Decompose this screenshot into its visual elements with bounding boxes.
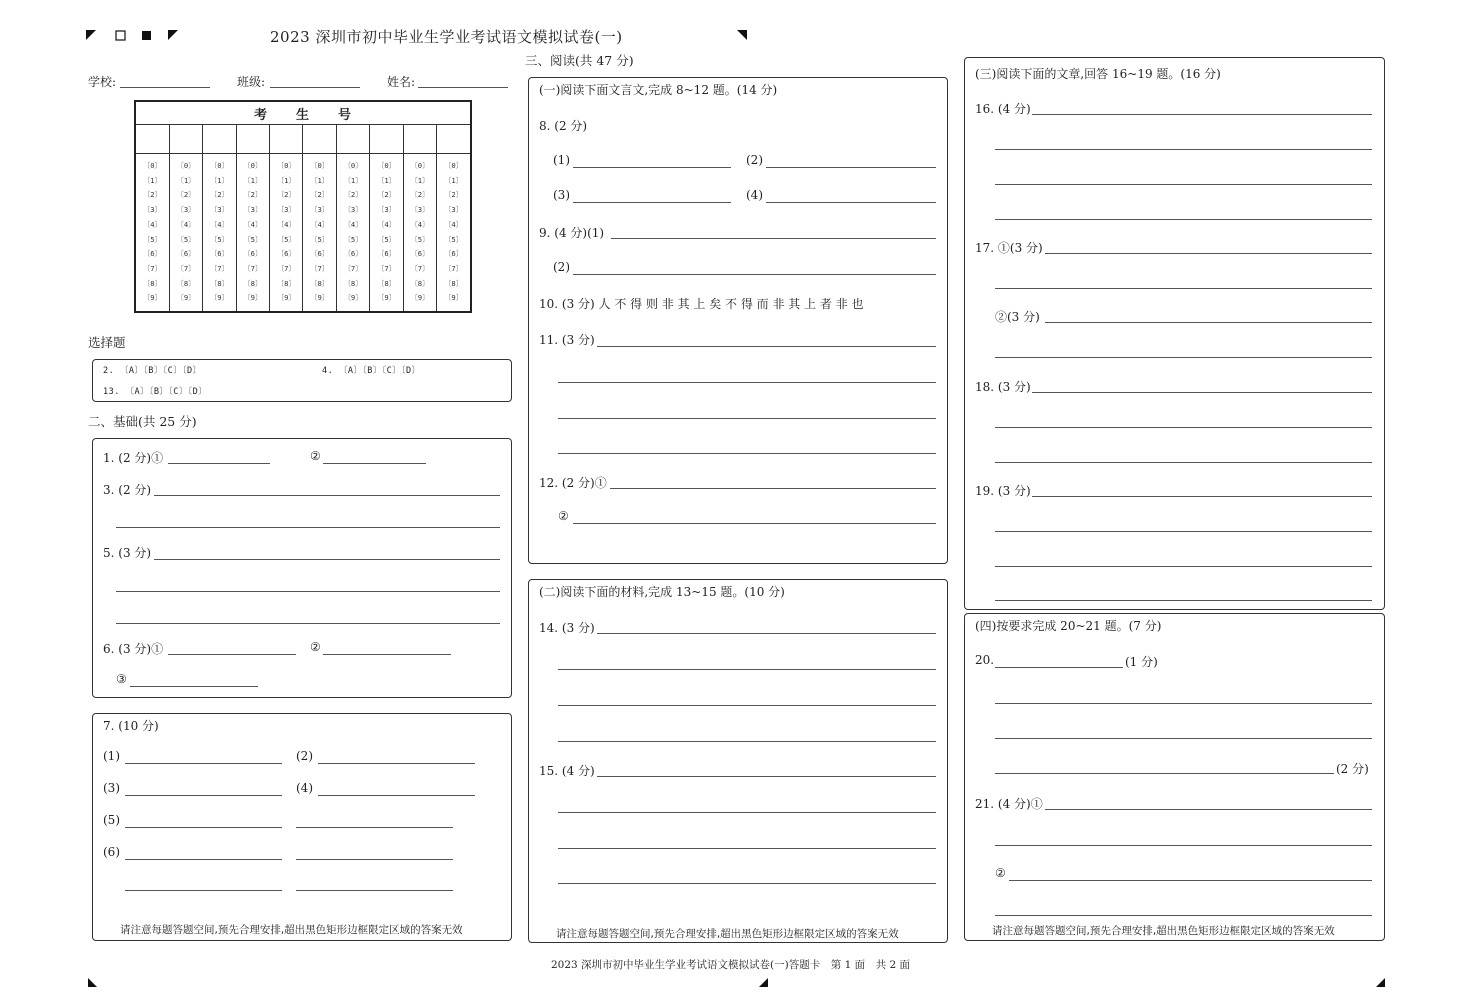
q1-answer-1[interactable] (168, 463, 270, 464)
school-field[interactable] (120, 87, 210, 88)
digit-bubble[interactable]: 〔0〕 (276, 161, 296, 170)
digit-bubble[interactable]: 〔3〕 (243, 205, 263, 215)
q18-label: 18. (3 分) (975, 380, 1031, 394)
digit-bubble[interactable]: 〔9〕 (377, 293, 396, 303)
q12-label: 12. (2 分)① (539, 476, 607, 490)
digit-bubble[interactable]: 〔3〕 (377, 205, 396, 215)
q17-answer-line[interactable] (995, 288, 1372, 289)
notice-col3: 请注意每题答题空间,预先合理安排,超出黑色矩形边框限定区域的答案无效 (992, 925, 1335, 937)
q9-answer-2[interactable] (573, 274, 936, 275)
digit-bubble[interactable]: 〔2〕 (310, 190, 330, 200)
digit-bubble[interactable]: 〔0〕 (343, 161, 363, 170)
student-number-grid (134, 100, 472, 313)
q3-label: 3. (2 分) (103, 483, 152, 497)
digit-bubble[interactable]: 〔0〕 (243, 161, 263, 170)
digit-bubble[interactable]: 〔1〕 (143, 175, 162, 185)
q7-part-1: (1) (103, 749, 120, 763)
reading-part4-box (964, 613, 1385, 941)
digit-bubble[interactable]: 〔0〕 (210, 161, 229, 170)
student-number-bubble-column (336, 154, 369, 313)
q15-answer-line[interactable] (558, 812, 936, 813)
q15-label: 15. (4 分) (539, 764, 595, 778)
student-number-bubble-column (303, 154, 336, 313)
digit-bubble[interactable]: 〔3〕 (444, 205, 463, 215)
student-number-write-cell[interactable] (303, 125, 336, 154)
q8-part-4: (4) (746, 188, 763, 202)
digit-bubble[interactable]: 〔4〕 (310, 219, 330, 229)
digit-bubble[interactable]: 〔1〕 (210, 175, 229, 185)
digit-bubble[interactable]: 〔5〕 (143, 234, 162, 244)
digit-bubble[interactable]: 〔7〕 (176, 263, 196, 273)
digit-bubble[interactable]: 〔8〕 (176, 278, 196, 288)
digit-bubble[interactable]: 〔1〕 (243, 175, 263, 185)
digit-bubble[interactable]: 〔1〕 (377, 175, 396, 185)
q7-part-4: (4) (296, 781, 313, 795)
digit-bubble[interactable]: 〔2〕 (243, 190, 263, 200)
student-number-bubble-column (403, 154, 436, 313)
q18-answer-line[interactable] (995, 462, 1372, 463)
q1-answer-2[interactable] (323, 463, 426, 464)
student-number-write-cell[interactable] (135, 125, 169, 154)
q14-label: 14. (3 分) (539, 621, 595, 635)
q21-answer-2[interactable] (1009, 880, 1372, 881)
digit-bubble[interactable]: 〔2〕 (377, 190, 396, 200)
digit-bubble[interactable]: 〔7〕 (410, 263, 430, 273)
alignment-mark-bottom-center (759, 978, 771, 990)
q9-label: 9. (4 分)(1) (539, 226, 605, 240)
q20-label: 20. (975, 653, 995, 667)
digit-bubble[interactable]: 〔7〕 (343, 263, 363, 273)
q21-answer-line[interactable] (995, 915, 1372, 916)
q7-answer-6c[interactable] (125, 890, 282, 891)
digit-bubble[interactable]: 〔9〕 (176, 293, 196, 303)
q8-label: 8. (2 分) (539, 119, 588, 133)
student-number-bubble-column (437, 154, 471, 313)
choice-q13[interactable]: 13. 〔A〕〔B〕〔C〕〔D〕 (103, 387, 208, 397)
digit-bubble[interactable]: 〔7〕 (143, 263, 162, 273)
digit-bubble[interactable]: 〔4〕 (377, 219, 396, 229)
q20-answer-line[interactable] (995, 738, 1372, 739)
q19-answer-line[interactable] (1032, 496, 1372, 497)
class-field[interactable] (270, 87, 360, 88)
digit-bubble[interactable]: 〔7〕 (310, 263, 330, 273)
digit-bubble[interactable]: 〔2〕 (343, 190, 363, 200)
q12-answer-2[interactable] (573, 523, 936, 524)
digit-bubble[interactable]: 〔5〕 (243, 234, 263, 244)
q14-answer-line[interactable] (558, 705, 936, 706)
q7-answer-1[interactable] (125, 763, 282, 764)
q5-answer-line[interactable] (116, 591, 500, 592)
digit-bubble[interactable]: 〔6〕 (176, 249, 196, 259)
digit-bubble[interactable]: 〔9〕 (243, 293, 263, 303)
student-number-bubble-column (236, 154, 269, 313)
digit-bubble[interactable]: 〔4〕 (276, 219, 296, 229)
digit-bubble[interactable]: 〔0〕 (410, 161, 430, 170)
q6-answer-3[interactable] (130, 686, 258, 687)
q8-answer-1[interactable] (573, 167, 731, 168)
digit-bubble[interactable]: 〔5〕 (444, 234, 463, 244)
digit-bubble[interactable]: 〔1〕 (176, 175, 196, 185)
digit-bubble[interactable]: 〔4〕 (343, 219, 363, 229)
q20-answer-line[interactable] (995, 773, 1334, 774)
alignment-marks-top-left (86, 30, 186, 44)
digit-bubble[interactable]: 〔0〕 (310, 161, 330, 170)
q11-answer-line[interactable] (558, 453, 936, 454)
q16-answer-line[interactable] (995, 184, 1372, 185)
digit-bubble[interactable]: 〔3〕 (210, 205, 229, 215)
choice-q2[interactable]: 2. 〔A〕〔B〕〔C〕〔D〕 (103, 366, 202, 376)
alignment-mark-bottom-left (88, 978, 100, 990)
q17-answer-2[interactable] (1045, 322, 1372, 323)
q16-answer-line[interactable] (1032, 114, 1372, 115)
student-number-bubble-column (370, 154, 403, 313)
school-label: 学校: (88, 75, 117, 89)
digit-bubble[interactable]: 〔4〕 (410, 219, 430, 229)
q6-answer-1[interactable] (168, 654, 296, 655)
digit-bubble[interactable]: 〔3〕 (410, 205, 430, 215)
digit-bubble[interactable]: 〔9〕 (210, 293, 229, 303)
digit-bubble[interactable]: 〔6〕 (310, 249, 330, 259)
q8-part-3: (3) (553, 188, 570, 202)
digit-bubble[interactable]: 〔5〕 (276, 234, 296, 244)
digit-bubble[interactable]: 〔6〕 (377, 249, 396, 259)
digit-bubble[interactable]: 〔8〕 (143, 278, 162, 288)
digit-bubble[interactable]: 〔1〕 (276, 175, 296, 185)
q21-answer-1[interactable] (1045, 809, 1372, 810)
digit-bubble[interactable]: 〔2〕 (276, 190, 296, 200)
q19-answer-line[interactable] (995, 531, 1372, 532)
q8-answer-4[interactable] (766, 202, 936, 203)
digit-bubble[interactable]: 〔8〕 (210, 278, 229, 288)
q8-part-1: (1) (553, 153, 570, 167)
name-label: 姓名: (387, 75, 416, 89)
choice-heading: 选择题 (88, 335, 126, 350)
q8-answer-3[interactable] (573, 202, 731, 203)
choice-q4[interactable]: 4. 〔A〕〔B〕〔C〕〔D〕 (322, 366, 421, 376)
q11-label: 11. (3 分) (539, 333, 595, 347)
digit-bubble[interactable]: 〔0〕 (377, 161, 396, 170)
q20-answer-line[interactable] (995, 703, 1372, 704)
q11-answer-line[interactable] (558, 382, 936, 383)
q15-answer-line[interactable] (558, 883, 936, 884)
digit-bubble[interactable]: 〔1〕 (343, 175, 363, 185)
q6b-label: ② (310, 640, 321, 654)
q7-answer-6[interactable] (125, 859, 282, 860)
notice-col1: 请注意每题答题空间,预先合理安排,超出黑色矩形边框限定区域的答案无效 (120, 924, 463, 936)
digit-bubble[interactable]: 〔6〕 (143, 249, 162, 259)
alignment-mark-top-right (737, 30, 749, 42)
digit-bubble[interactable]: 〔2〕 (210, 190, 229, 200)
q16-answer-line[interactable] (995, 219, 1372, 220)
student-number-write-cell[interactable] (437, 125, 471, 154)
q14-answer-line[interactable] (558, 741, 936, 742)
digit-bubble[interactable]: 〔5〕 (343, 234, 363, 244)
q17b-label: ②(3 分) (995, 310, 1040, 324)
q8-answer-2[interactable] (766, 167, 936, 168)
q17-answer-1[interactable] (1045, 253, 1372, 254)
q12b-label: ② (558, 509, 569, 523)
student-number-write-cell[interactable] (236, 125, 269, 154)
q7-answer-2[interactable] (318, 763, 475, 764)
q7-part-3: (3) (103, 781, 120, 795)
digit-bubble[interactable]: 〔0〕 (444, 161, 463, 170)
digit-bubble[interactable]: 〔6〕 (343, 249, 363, 259)
digit-bubble[interactable]: 〔5〕 (410, 234, 430, 244)
q15-answer-line[interactable] (597, 776, 936, 777)
digit-bubble[interactable]: 〔3〕 (176, 205, 196, 215)
q16-label: 16. (4 分) (975, 102, 1031, 116)
digit-bubble[interactable]: 〔8〕 (410, 278, 430, 288)
digit-bubble[interactable]: 〔7〕 (276, 263, 296, 273)
alignment-mark-bottom-right (1376, 978, 1388, 990)
student-number-write-cell[interactable] (203, 125, 236, 154)
q7-answer-3[interactable] (125, 795, 282, 796)
q7-answer-6b[interactable] (296, 859, 453, 860)
digit-bubble[interactable]: 〔9〕 (410, 293, 430, 303)
digit-bubble[interactable]: 〔5〕 (176, 234, 196, 244)
q9-answer-1[interactable] (611, 238, 936, 239)
reading-part3-box (964, 57, 1385, 610)
digit-bubble[interactable]: 〔2〕 (143, 190, 162, 200)
digit-bubble[interactable]: 〔0〕 (143, 161, 162, 170)
reading-part1-heading: (一)阅读下面文言文,完成 8~12 题。(14 分) (539, 83, 778, 97)
digit-bubble[interactable]: 〔3〕 (276, 205, 296, 215)
q19-answer-line[interactable] (995, 600, 1372, 601)
digit-bubble[interactable]: 〔8〕 (343, 278, 363, 288)
notice-col2: 请注意每题答题空间,预先合理安排,超出黑色矩形边框限定区域的答案无效 (556, 928, 899, 940)
digit-bubble[interactable]: 〔9〕 (310, 293, 330, 303)
q5-label: 5. (3 分) (103, 546, 152, 560)
digit-bubble[interactable]: 〔6〕 (410, 249, 430, 259)
digit-bubble[interactable]: 〔2〕 (444, 190, 463, 200)
digit-bubble[interactable]: 〔8〕 (377, 278, 396, 288)
q20-points-2: (2 分) (1336, 762, 1369, 776)
digit-bubble[interactable]: 〔8〕 (310, 278, 330, 288)
digit-bubble[interactable]: 〔4〕 (210, 219, 229, 229)
q6c-label: ③ (116, 672, 127, 686)
class-label: 班级: (237, 75, 266, 89)
q16-answer-line[interactable] (995, 149, 1372, 150)
digit-bubble[interactable]: 〔3〕 (143, 205, 162, 215)
q18-answer-line[interactable] (995, 427, 1372, 428)
student-number-bubble-column (270, 154, 303, 313)
digit-bubble[interactable]: 〔9〕 (143, 293, 162, 303)
student-number-write-cell[interactable] (403, 125, 436, 154)
q19-answer-line[interactable] (995, 566, 1372, 567)
q19-label: 19. (3 分) (975, 484, 1031, 498)
q11-answer-line[interactable] (597, 346, 936, 347)
digit-bubble[interactable]: 〔3〕 (310, 205, 330, 215)
student-number-write-cell[interactable] (169, 125, 202, 154)
digit-bubble[interactable]: 〔8〕 (243, 278, 263, 288)
digit-bubble[interactable]: 〔6〕 (243, 249, 263, 259)
q6-answer-2[interactable] (323, 654, 451, 655)
q20-points: (1 分) (1125, 655, 1158, 669)
q20-answer-1[interactable] (995, 667, 1123, 668)
student-number-write-cell[interactable] (270, 125, 303, 154)
student-number-bubble-column (203, 154, 236, 313)
digit-bubble[interactable]: 〔6〕 (276, 249, 296, 259)
digit-bubble[interactable]: 〔9〕 (444, 293, 463, 303)
student-number-title: 考 生 号 (135, 101, 471, 125)
basics-heading: 二、基础(共 25 分) (88, 414, 197, 429)
digit-bubble[interactable]: 〔2〕 (410, 190, 430, 200)
digit-bubble[interactable]: 〔2〕 (176, 190, 196, 200)
q7-label: 7. (10 分) (103, 719, 159, 733)
digit-bubble[interactable]: 〔6〕 (444, 249, 463, 259)
page-title: 2023 深圳市初中毕业生学业考试语文模拟试卷(一) (270, 28, 623, 46)
q11-answer-line[interactable] (558, 418, 936, 419)
q21b-label: ② (995, 866, 1006, 880)
digit-bubble[interactable]: 〔1〕 (410, 175, 430, 185)
student-number-bubble-column (135, 154, 169, 313)
q1b-label: ② (310, 449, 321, 463)
digit-bubble[interactable]: 〔5〕 (210, 234, 229, 244)
q8-part-2: (2) (746, 153, 763, 167)
digit-bubble[interactable]: 〔7〕 (210, 263, 229, 273)
q5-answer-line[interactable] (154, 559, 500, 560)
name-field[interactable] (418, 87, 508, 88)
q21-label: 21. (4 分)① (975, 797, 1043, 811)
q12-answer-1[interactable] (610, 488, 936, 489)
q18-answer-line[interactable] (1032, 392, 1372, 393)
page-footer: 2023 深圳市初中毕业生学业考试语文模拟试卷(一)答题卡 第 1 面 共 2 面 (551, 959, 910, 971)
q7-part-2: (2) (296, 749, 313, 763)
digit-bubble[interactable]: 〔9〕 (343, 293, 363, 303)
digit-bubble[interactable]: 〔7〕 (243, 263, 263, 273)
q17-answer-line[interactable] (995, 357, 1372, 358)
digit-bubble[interactable]: 〔3〕 (343, 205, 363, 215)
reading-part3-heading: (三)阅读下面的文章,回答 16~19 题。(16 分) (975, 67, 1221, 81)
q14-answer-line[interactable] (558, 669, 936, 670)
reading-part4-heading: (四)按要求完成 20~21 题。(7 分) (975, 619, 1162, 633)
digit-bubble[interactable]: 〔6〕 (210, 249, 229, 259)
q7-answer-6d[interactable] (296, 890, 453, 891)
q7-answer-5[interactable] (125, 827, 282, 828)
q3-answer-line[interactable] (116, 527, 500, 528)
student-number-write-cell[interactable] (336, 125, 369, 154)
q17-label: 17. ①(3 分) (975, 241, 1043, 255)
q10-label: 10. (3 分) 人 不 得 则 非 其 上 矣 不 得 而 非 其 上 者 非 也 (539, 297, 864, 311)
q9-part-2: (2) (553, 260, 570, 274)
digit-bubble[interactable]: 〔4〕 (176, 219, 196, 229)
digit-bubble[interactable]: 〔9〕 (276, 293, 296, 303)
digit-bubble[interactable]: 〔8〕 (444, 278, 463, 288)
digit-bubble[interactable]: 〔4〕 (444, 219, 463, 229)
digit-bubble[interactable]: 〔1〕 (310, 175, 330, 185)
digit-bubble[interactable]: 〔8〕 (276, 278, 296, 288)
q21-answer-line[interactable] (995, 845, 1372, 846)
q15-answer-line[interactable] (558, 848, 936, 849)
digit-bubble[interactable]: 〔5〕 (377, 234, 396, 244)
q5-answer-line[interactable] (116, 623, 500, 624)
digit-bubble[interactable]: 〔7〕 (444, 263, 463, 273)
q3-answer-line[interactable] (154, 495, 500, 496)
digit-bubble[interactable]: 〔7〕 (377, 263, 396, 273)
digit-bubble[interactable]: 〔1〕 (444, 175, 463, 185)
digit-bubble[interactable]: 〔4〕 (243, 219, 263, 229)
reading-heading: 三、阅读(共 47 分) (525, 53, 634, 68)
digit-bubble[interactable]: 〔5〕 (310, 234, 330, 244)
q1-label: 1. (2 分)① (103, 451, 164, 465)
digit-bubble[interactable]: 〔0〕 (176, 161, 196, 170)
q14-answer-line[interactable] (597, 633, 936, 634)
digit-bubble[interactable]: 〔4〕 (143, 219, 162, 229)
student-number-write-cell[interactable] (370, 125, 403, 154)
basics-box (92, 438, 512, 698)
student-number-bubble-column (169, 154, 202, 313)
reading-part2-heading: (二)阅读下面的材料,完成 13~15 题。(10 分) (539, 585, 785, 599)
q7-answer-4[interactable] (318, 795, 475, 796)
q7-part-6: (6) (103, 845, 120, 859)
q6-label: 6. (3 分)① (103, 642, 164, 656)
q7-part-5: (5) (103, 813, 120, 827)
q7-answer-5b[interactable] (296, 827, 453, 828)
